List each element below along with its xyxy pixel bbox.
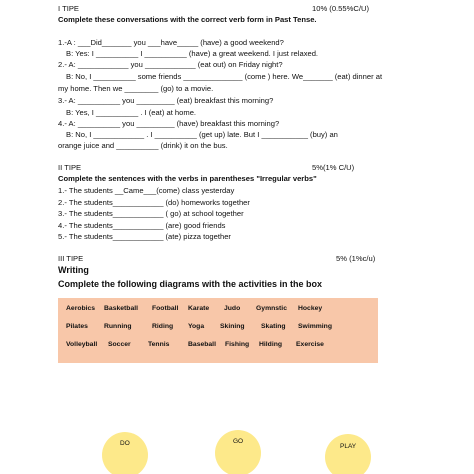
section3-title: III TIPE <box>58 254 84 263</box>
activity-word: Swimming <box>298 323 332 330</box>
sentence-line: 3.- The students____________ ( go) at school together <box>58 209 244 218</box>
activity-word: Skining <box>220 323 245 330</box>
diagram-go <box>215 430 261 474</box>
diagram-play <box>325 434 371 474</box>
activity-word: Soccer <box>108 341 131 348</box>
activity-word: Tennis <box>148 341 170 348</box>
section3-score: 5% (1%c/u) <box>336 254 376 263</box>
sentence-line: 4.- The students____________ (are) good friends <box>58 221 226 230</box>
conversation-line: orange juice and __________ (drink) it on the bus. <box>58 141 228 150</box>
activity-word: Hilding <box>259 341 283 348</box>
section1-title: I TIPE <box>58 4 79 13</box>
sentence-line: 5.- The students____________ (ate) pizza together <box>58 232 231 241</box>
section2-instruction: Complete the sentences with the verbs in parentheses "Irregular verbs" <box>58 174 317 183</box>
sentence-line: 2.- The students____________ (do) homeworks together <box>58 198 250 207</box>
conversation-line: 3.- A: __________ you _________ (eat) breakfast this morning? <box>58 96 274 105</box>
conversation-line: 4.- A: __________ you _________ (have) breakfast this morning? <box>58 119 280 128</box>
diagram-label: GO <box>233 438 244 445</box>
section3-instruction: Complete the following diagrams with the activities in the box <box>58 279 323 289</box>
activity-word: Skating <box>261 323 286 330</box>
conversation-line: B: Yes, I __________ . I (eat) at home. <box>66 108 197 117</box>
conversation-line: 1.-A : ___Did_______ you ___have_____ (have) a good weekend? <box>58 38 284 47</box>
activity-word: Yoga <box>188 323 205 330</box>
activity-word: Judo <box>224 305 241 312</box>
activity-word: Hockey <box>298 305 323 312</box>
activity-word: Volleyball <box>66 341 98 348</box>
activity-word: Pilates <box>66 323 88 330</box>
activity-word: Aerobics <box>66 305 96 312</box>
activity-word: Football <box>152 305 179 312</box>
activity-word: Fishing <box>225 341 250 348</box>
activity-word: Baseball <box>188 341 216 348</box>
section2-title: II TIPE <box>58 163 82 172</box>
activity-word: Exercise <box>296 341 324 348</box>
diagram-do <box>102 432 148 474</box>
activity-word: Riding <box>152 323 174 330</box>
activity-word: Gymnstic <box>256 305 287 312</box>
section1-instruction: Complete these conversations with the correct verb form in Past Tense. <box>58 15 317 24</box>
conversation-line: my home. Then we ________ (go) to a movie. <box>58 84 214 93</box>
activity-word: Basketball <box>104 305 139 312</box>
activity-word: Karate <box>188 305 210 312</box>
diagram-label: DO <box>120 440 130 447</box>
diagram-label: PLAY <box>340 443 357 450</box>
section1-score: 10% (0.55%C/U) <box>312 4 369 13</box>
section2-score: 5%(1% C/U) <box>312 163 355 172</box>
writing-heading: Writing <box>58 265 89 275</box>
conversation-line: B: Yes: I __________ I __________ (have) a great weekend. I just relaxed. <box>66 49 319 58</box>
conversation-line: B: No, I ____________ . I __________ (get up) late. But I ___________ (buy) an <box>66 130 338 139</box>
activity-word: Running <box>104 323 132 330</box>
conversation-line: 2.- A: ____________ you ____________ (eat out) on Friday night? <box>58 60 283 69</box>
sentence-line: 1.- The students __Came___(come) class yesterday <box>58 186 235 195</box>
conversation-line: B: No, I __________ some friends ______________ (come ) here. We_______ (eat) dinner at <box>66 72 383 81</box>
